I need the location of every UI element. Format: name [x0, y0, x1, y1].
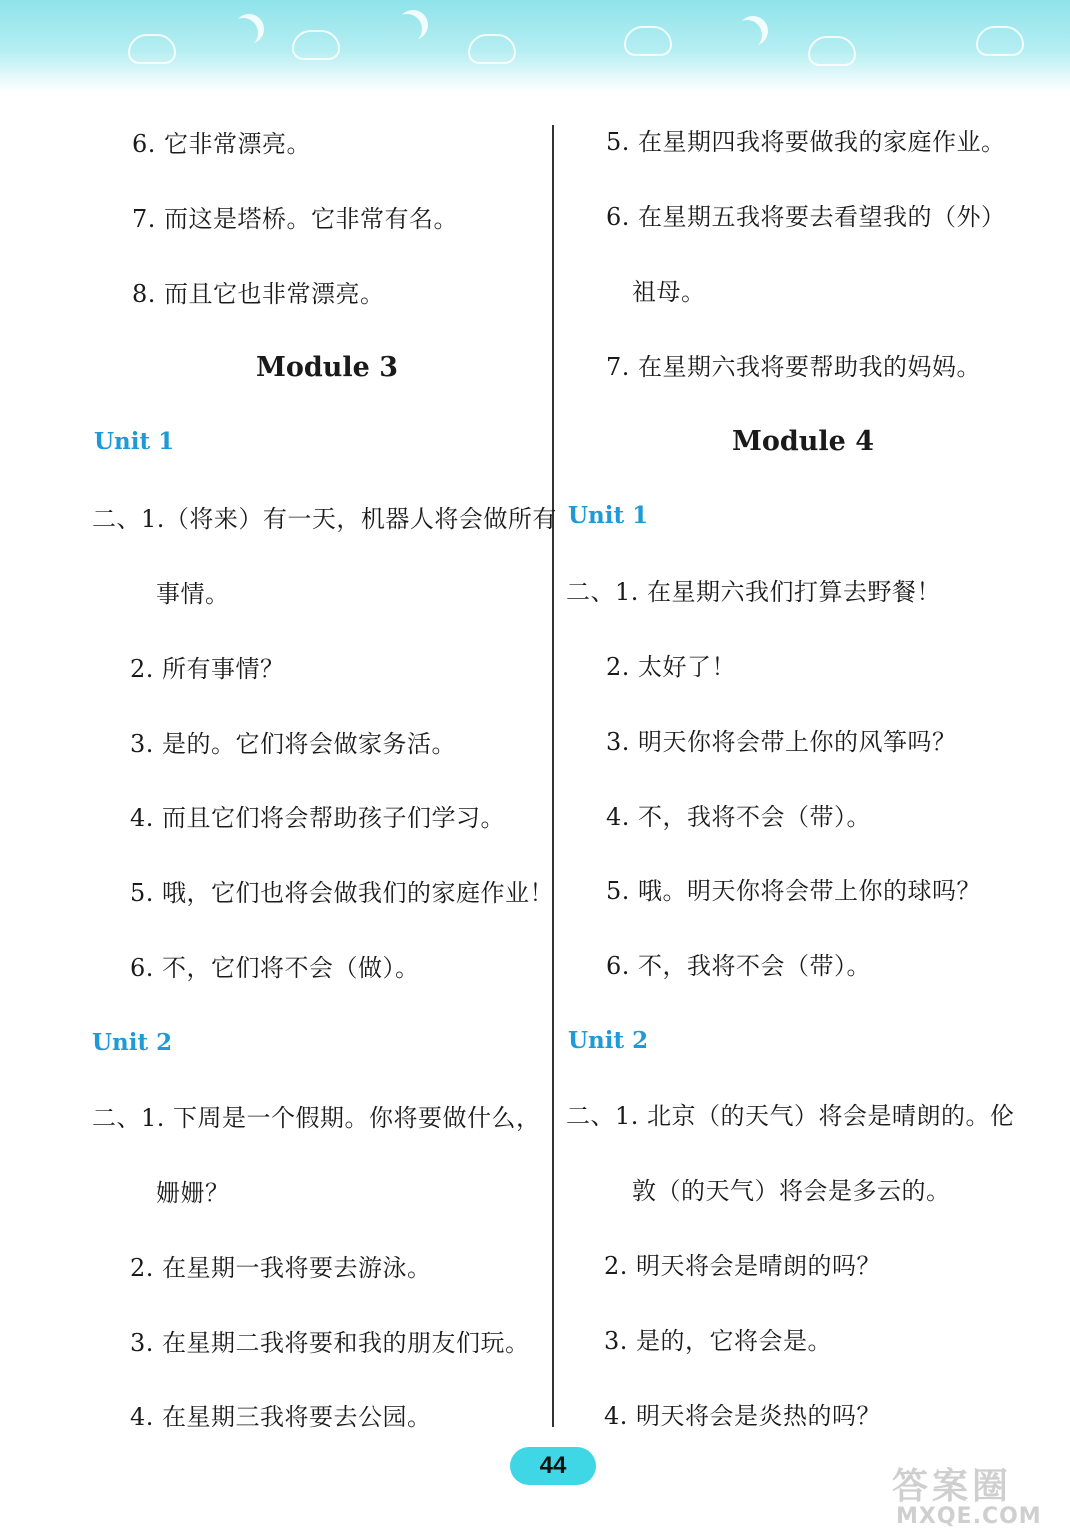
text-line: 3. 是的，它将会是。 — [604, 1327, 833, 1355]
text-line: 3. 是的。它们将会做家务活。 — [130, 730, 457, 758]
column-divider — [552, 125, 554, 1427]
text-line: 5. 哦，它们也将会做我们的家庭作业！ — [130, 879, 555, 907]
text-line: 事情。 — [156, 580, 230, 608]
unit-heading: Unit 1 — [568, 502, 649, 529]
text-line: 4. 在星期三我将要去公园。 — [130, 1403, 432, 1431]
text-line: 3. 在星期二我将要和我的朋友们玩。 — [130, 1329, 530, 1357]
text-line: 4. 不，我将不会（带）。 — [606, 803, 872, 831]
cloud-icon — [292, 30, 340, 60]
moon-icon — [732, 20, 762, 50]
text-line: 二、1. 下周是一个假期。你将要做什么， — [92, 1104, 541, 1132]
text-line: 二、1. 在星期六我们打算去野餐！ — [566, 578, 942, 606]
moon-icon — [392, 14, 422, 44]
text-line: 2. 所有事情？ — [130, 655, 285, 683]
text-line: 6. 它非常漂亮。 — [132, 130, 312, 158]
cloud-icon — [468, 34, 516, 64]
text-line: 2. 明天将会是晴朗的吗？ — [604, 1252, 882, 1280]
text-line: 二、1. 北京（的天气）将会是晴朗的。伦 — [566, 1102, 1015, 1130]
watermark-logo — [892, 1458, 1060, 1530]
text-line: 6. 在星期五我将要去看望我的（外） — [606, 203, 1006, 231]
cloud-icon — [624, 26, 672, 56]
text-line: 7. 在星期六我将要帮助我的妈妈。 — [606, 353, 982, 381]
moon-icon — [228, 18, 258, 48]
module-heading: Module 3 — [256, 352, 399, 383]
watermark-bottom: MXQE.COM — [896, 1504, 1042, 1529]
text-line: 2. 太好了！ — [606, 653, 737, 681]
text-line: 5. 哦。明天你将会带上你的球吗？ — [606, 877, 982, 905]
page-number: 44 — [510, 1447, 596, 1485]
module-heading: Module 4 — [732, 426, 875, 457]
text-line: 祖母。 — [632, 278, 706, 306]
text-line: 6. 不，我将不会（带）。 — [606, 952, 872, 980]
unit-heading: Unit 1 — [94, 428, 175, 455]
text-line: 姗姗？ — [156, 1179, 230, 1207]
text-line: 5. 在星期四我将要做我的家庭作业。 — [606, 128, 1006, 156]
text-line: 二、1.（将来）有一天，机器人将会做所有 — [92, 505, 557, 533]
text-line: 8. 而且它也非常漂亮。 — [132, 280, 385, 308]
unit-heading: Unit 2 — [568, 1027, 649, 1054]
unit-heading: Unit 2 — [92, 1029, 173, 1056]
text-line: 4. 明天将会是炎热的吗？ — [604, 1402, 882, 1430]
text-line: 6. 不，它们将不会（做）。 — [130, 954, 420, 982]
text-line: 敦（的天气）将会是多云的。 — [632, 1177, 951, 1205]
text-line: 3. 明天你将会带上你的风筝吗？ — [606, 728, 957, 756]
text-line: 7. 而这是塔桥。它非常有名。 — [132, 205, 459, 233]
header-banner — [0, 0, 1070, 92]
text-line: 2. 在星期一我将要去游泳。 — [130, 1254, 432, 1282]
watermark-top: 答案圈 — [892, 1466, 1013, 1507]
cloud-icon — [128, 34, 176, 64]
cloud-icon — [976, 26, 1024, 56]
text-line: 4. 而且它们将会帮助孩子们学习。 — [130, 804, 506, 832]
cloud-icon — [808, 36, 856, 66]
